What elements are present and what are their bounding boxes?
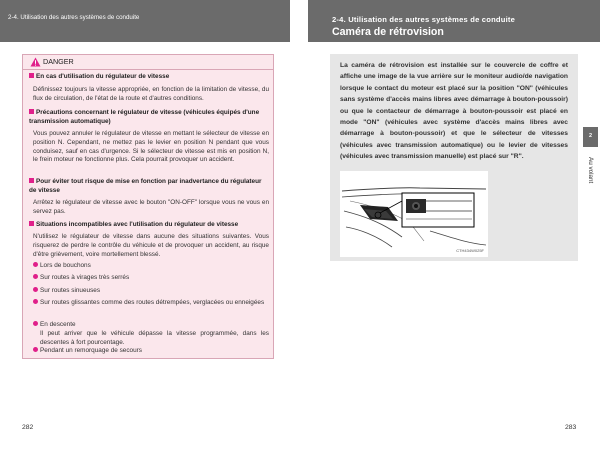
bullet-dot-icon xyxy=(33,321,38,326)
square-bullet-icon xyxy=(29,109,34,114)
bullet-dot-icon xyxy=(33,274,38,279)
danger-section-body: N'utilisez le régulateur de vitesse dans aucune des situations suivantes. Vous risquerez de perdre le contrôle du véhicule et de provoquer un accident, au risque d'être grièvement, voire mortellement blessé. xyxy=(33,233,269,258)
danger-section-body: Arrêtez le régulateur de vitesse avec le bouton "ON-OFF" lorsque vous ne vous en servez pas. xyxy=(33,199,269,215)
bullet-dot-icon xyxy=(33,299,38,304)
right-page-header xyxy=(308,0,600,42)
square-bullet-icon xyxy=(29,73,34,78)
camera-description: La caméra de rétrovision est installée sur le couvercle de coffre et affiche une image de la vue arrière sur le moniteur audio/de navigation lorsque le contact du moteur est placé sur la position "ON" (véhicules sans système d'accès mains libres avec démarrage à bouton-poussoir) ou que le contacteur de démarrage à bouton-poussoir est placé en mode "ON" (véhicules avec système d'accès mains libres avec démarrage à bouton-poussoir) et que le sélecteur de vitesses (véhicules avec transmission automatique) ou le levier de vitesses (véhicules avec transmission manuelle) est placé sur "R". xyxy=(340,62,568,161)
left-section-header: 2-4. Utilisation des autres systèmes de conduite xyxy=(8,14,140,21)
list-item: Sur routes sinueuses xyxy=(33,287,269,296)
page-title: Caméra de rétrovision xyxy=(332,26,444,38)
car-trunk-camera-image xyxy=(340,171,488,257)
bullet-dot-icon xyxy=(33,287,38,292)
danger-section-heading: Pour éviter tout risque de mise en fonction par inadvertance du régulateur de vitesse xyxy=(29,178,262,194)
chapter-tab xyxy=(583,127,598,147)
chapter-tab-number: 2 xyxy=(588,133,593,139)
list-item: Lors de bouchons xyxy=(33,262,269,271)
list-item: Sur routes glissantes comme des routes détrempées, verglacées ou enneigées xyxy=(33,299,269,308)
bullet-dot-icon xyxy=(33,262,38,267)
camera-info-box xyxy=(330,54,578,261)
danger-section-heading: Précautions concernant le régulateur de vitesse (véhicules équipés d'une transmission automatique) xyxy=(29,109,260,125)
bullet-dot-icon xyxy=(33,347,38,352)
figure-code: CTH434W025F xyxy=(456,248,484,253)
rear-camera-illustration xyxy=(340,171,488,257)
warning-triangle-icon xyxy=(30,57,41,67)
list-item: En descente Il peut arriver que le véhicule dépasse la vitesse programmée, dans les descentes à fort pourcentage. xyxy=(33,321,269,347)
danger-label: DANGER xyxy=(43,57,74,66)
danger-section-body: Vous pouvez annuler le régulateur de vitesse en mettant le sélecteur de vitesse en position N. Cependant, ne mettez pas le levier en position N pendant que vous conduisez, sauf en cas d'urgence. Si le sélecteur de vitesse est mis en position N, le frein moteur ne fonctionne plus. Cela pourrait provoquer un accident. xyxy=(33,130,269,164)
list-item-detail: Il peut arriver que le véhicule dépasse la vitesse programmée, dans les descentes à fort pourcentage. xyxy=(40,329,269,346)
list-item: Pendant un remorquage de secours xyxy=(33,347,269,356)
left-page-header xyxy=(0,0,290,42)
danger-section-heading: En cas d'utilisation du régulateur de vitesse xyxy=(29,73,269,82)
square-bullet-icon xyxy=(29,221,34,226)
danger-header xyxy=(23,55,273,70)
chapter-side-label: Au volant xyxy=(587,157,594,184)
danger-section-body: Définissez toujours la vitesse appropriée, en fonction de la limitation de vitesse, du flux de circulation, de l'état de la route et d'autres conditions. xyxy=(33,86,269,102)
list-item: Sur routes à virages très serrés xyxy=(33,274,269,283)
danger-box xyxy=(22,54,274,359)
right-section-header: 2-4. Utilisation des autres systèmes de conduite xyxy=(332,15,516,24)
square-bullet-icon xyxy=(29,178,34,183)
left-page-number: 282 xyxy=(22,424,34,431)
right-page-number: 283 xyxy=(565,424,577,431)
danger-section-heading: Situations incompatibles avec l'utilisation du régulateur de vitesse xyxy=(29,221,269,230)
